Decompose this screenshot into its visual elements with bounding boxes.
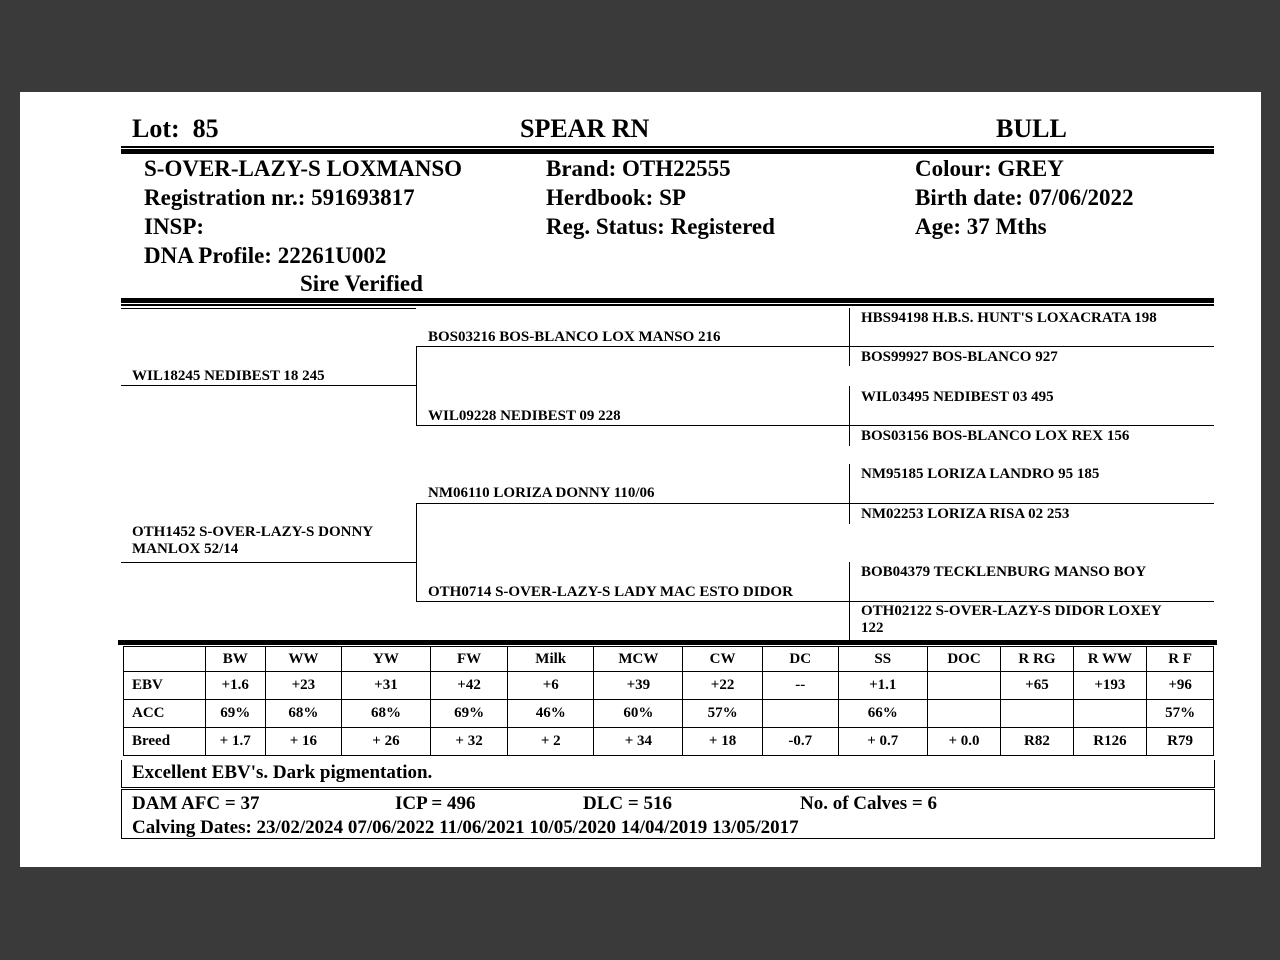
ebv-cell: +23 [265,672,341,700]
ebv-cell: + 32 [430,728,507,756]
pedigree-sd-line [416,425,849,426]
birth-date: Birth date: 07/06/2022 [915,185,1134,210]
pedigree-sss-line [849,346,1214,347]
ebv-cell [762,700,838,728]
header-rule-thick [121,149,1214,154]
ebv-row [124,728,1214,756]
ebv-cell: +39 [594,672,683,700]
ebv-cell: +42 [430,672,507,700]
dlc: DLC = 516 [583,793,672,814]
ebv-cell: +22 [683,672,762,700]
ebv-cell: + 1.7 [205,728,265,756]
ebv-row [124,672,1214,700]
ebv-row-label: Breed [124,728,206,756]
pedigree-dss-line [849,503,1214,504]
ebv-header-cell [124,647,206,672]
ebv-cell [1001,700,1073,728]
pedigree-sds: WIL03495 NEDIBEST 03 495 [861,389,1054,405]
ebv-header-cell: MCW [594,647,683,672]
ebv-cell: 57% [683,700,762,728]
dam-info-box [121,789,1215,839]
lot-number: 85 [192,114,219,143]
sire-verified: Sire Verified [300,271,423,296]
pedigree-dd-bracket [849,562,850,642]
ebv-header-cell: DOC [927,647,1001,672]
pedigree-ssd: BOS99927 BOS-BLANCO 927 [861,349,1058,365]
ebv-header-cell: R F [1147,647,1214,672]
ebv-cell: 66% [838,700,927,728]
age: Age: 37 Mths [915,214,1047,239]
ebv-header-cell: BW [205,647,265,672]
pedigree-sire-bracket [416,346,417,426]
ebv-header-cell: FW [430,647,507,672]
ebv-header-cell: DC [762,647,838,672]
pedigree-sdd: BOS03156 BOS-BLANCO LOX REX 156 [861,428,1130,444]
ebv-cell: + 2 [508,728,594,756]
ebv-header-cell: WW [265,647,341,672]
pedigree-sss: HBS94198 H.B.S. HUNT'S LOXACRATA 198 [861,310,1157,326]
catalogue-page [20,92,1261,867]
reg-status: Reg. Status: Registered [546,214,775,239]
ebv-header-cell: R RG [1001,647,1073,672]
ebv-cell: +96 [1147,672,1214,700]
ebv-cell: + 26 [342,728,431,756]
ebv-cell: + 16 [265,728,341,756]
ebv-cell: R79 [1147,728,1214,756]
no-of-calves: No. of Calves = 6 [800,793,937,814]
pedigree-dam-dam: OTH0714 S-OVER-LAZY-S LADY MAC ESTO DIDOR [428,584,793,600]
dam-afc: DAM AFC = 37 [132,793,260,814]
lot-label: Lot: 85 [132,114,219,143]
ebv-cell: R82 [1001,728,1073,756]
ebv-cell: +1.1 [838,672,927,700]
ebv-header-cell: YW [342,647,431,672]
ebv-cell: 46% [508,700,594,728]
pedigree-sire-line [121,385,416,386]
animal-sex: BULL [996,114,1067,143]
pedigree-top-line [121,308,416,309]
ebv-cell: +65 [1001,672,1073,700]
ebv-cell: 69% [430,700,507,728]
ebv-cell: +193 [1073,672,1147,700]
ebv-cell: 57% [1147,700,1214,728]
pedigree-ds-bracket [849,464,850,524]
info-rule-thick [121,298,1214,303]
ebv-row-label: ACC [124,700,206,728]
animal-short-name: SPEAR RN [520,114,650,143]
pedigree-dds: BOB04379 TECKLENBURG MANSO BOY [861,564,1147,580]
pedigree-sds-line [849,425,1214,426]
pedigree-dam-bracket [416,503,417,602]
pedigree-dam: OTH1452 S-OVER-LAZY-S DONNY MANLOX 52/14 [132,524,374,557]
calving-dates: Calving Dates: 23/02/2024 07/06/2022 11/06/2021 10/05/2020 14/04/2019 13/05/2017 [132,817,799,838]
ebv-cell: + 0.0 [927,728,1001,756]
animal-full-name: S-OVER-LAZY-S LOXMANSO [144,156,463,181]
ebv-header-row [124,647,1214,672]
pedigree-ds-line [416,503,849,504]
ebv-header-cell: CW [683,647,762,672]
pedigree-sd-bracket [849,386,850,446]
pedigree-sire-sire: BOS03216 BOS-BLANCO LOX MANSO 216 [428,329,721,345]
ebv-cell [1073,700,1147,728]
ebv-cell: 69% [205,700,265,728]
ebv-cell: 60% [594,700,683,728]
ebv-row-label: EBV [124,672,206,700]
pedigree-ss-bracket [849,308,850,366]
herdbook: Herdbook: SP [546,185,686,210]
insp-label: INSP: [144,214,205,239]
registration-number: Registration nr.: 591693817 [144,185,415,210]
pedigree-ss-line [416,346,849,347]
ebv-cell: +6 [508,672,594,700]
ebv-cell [927,672,1001,700]
ebv-cell: + 0.7 [838,728,927,756]
pedigree-dd-line [416,601,849,602]
ebv-cell: +31 [342,672,431,700]
pedigree-dam-sire: NM06110 LORIZA DONNY 110/06 [428,485,655,501]
ebv-cell: 68% [265,700,341,728]
comment-text: Excellent EBV's. Dark pigmentation. [132,762,433,783]
ebv-header-cell: R WW [1073,647,1147,672]
dna-profile: DNA Profile: 22261U002 [144,243,387,268]
brand: Brand: OTH22555 [546,156,731,181]
ebv-cell: -- [762,672,838,700]
ebv-header-cell: Milk [508,647,594,672]
ebv-cell: + 34 [594,728,683,756]
pedigree-ddd: OTH02122 S-OVER-LAZY-S DIDOR LOXEY 122 [861,603,1162,636]
pedigree-dsd: NM02253 LORIZA RISA 02 253 [861,506,1070,522]
ebv-cell: 68% [342,700,431,728]
ebv-cell [927,700,1001,728]
ebv-cell: +1.6 [205,672,265,700]
ebv-header-cell: SS [838,647,927,672]
header-rule-thin [121,146,1214,148]
pedigree-dam-line [121,562,416,563]
pedigree-dds-line [849,601,1214,602]
colour: Colour: GREY [915,156,1064,181]
ebv-cell: R126 [1073,728,1147,756]
comment-box [121,760,1215,788]
ebv-top-rule [118,640,1217,645]
pedigree-sire: WIL18245 NEDIBEST 18 245 [132,368,325,384]
pedigree-dss: NM95185 LORIZA LANDRO 95 185 [861,466,1100,482]
info-rule-thin [121,304,1214,306]
ebv-row [124,700,1214,728]
icp: ICP = 496 [395,793,476,814]
ebv-cell: -0.7 [762,728,838,756]
ebv-cell: + 18 [683,728,762,756]
pedigree-sire-dam: WIL09228 NEDIBEST 09 228 [428,408,621,424]
ebv-table [123,646,1214,756]
